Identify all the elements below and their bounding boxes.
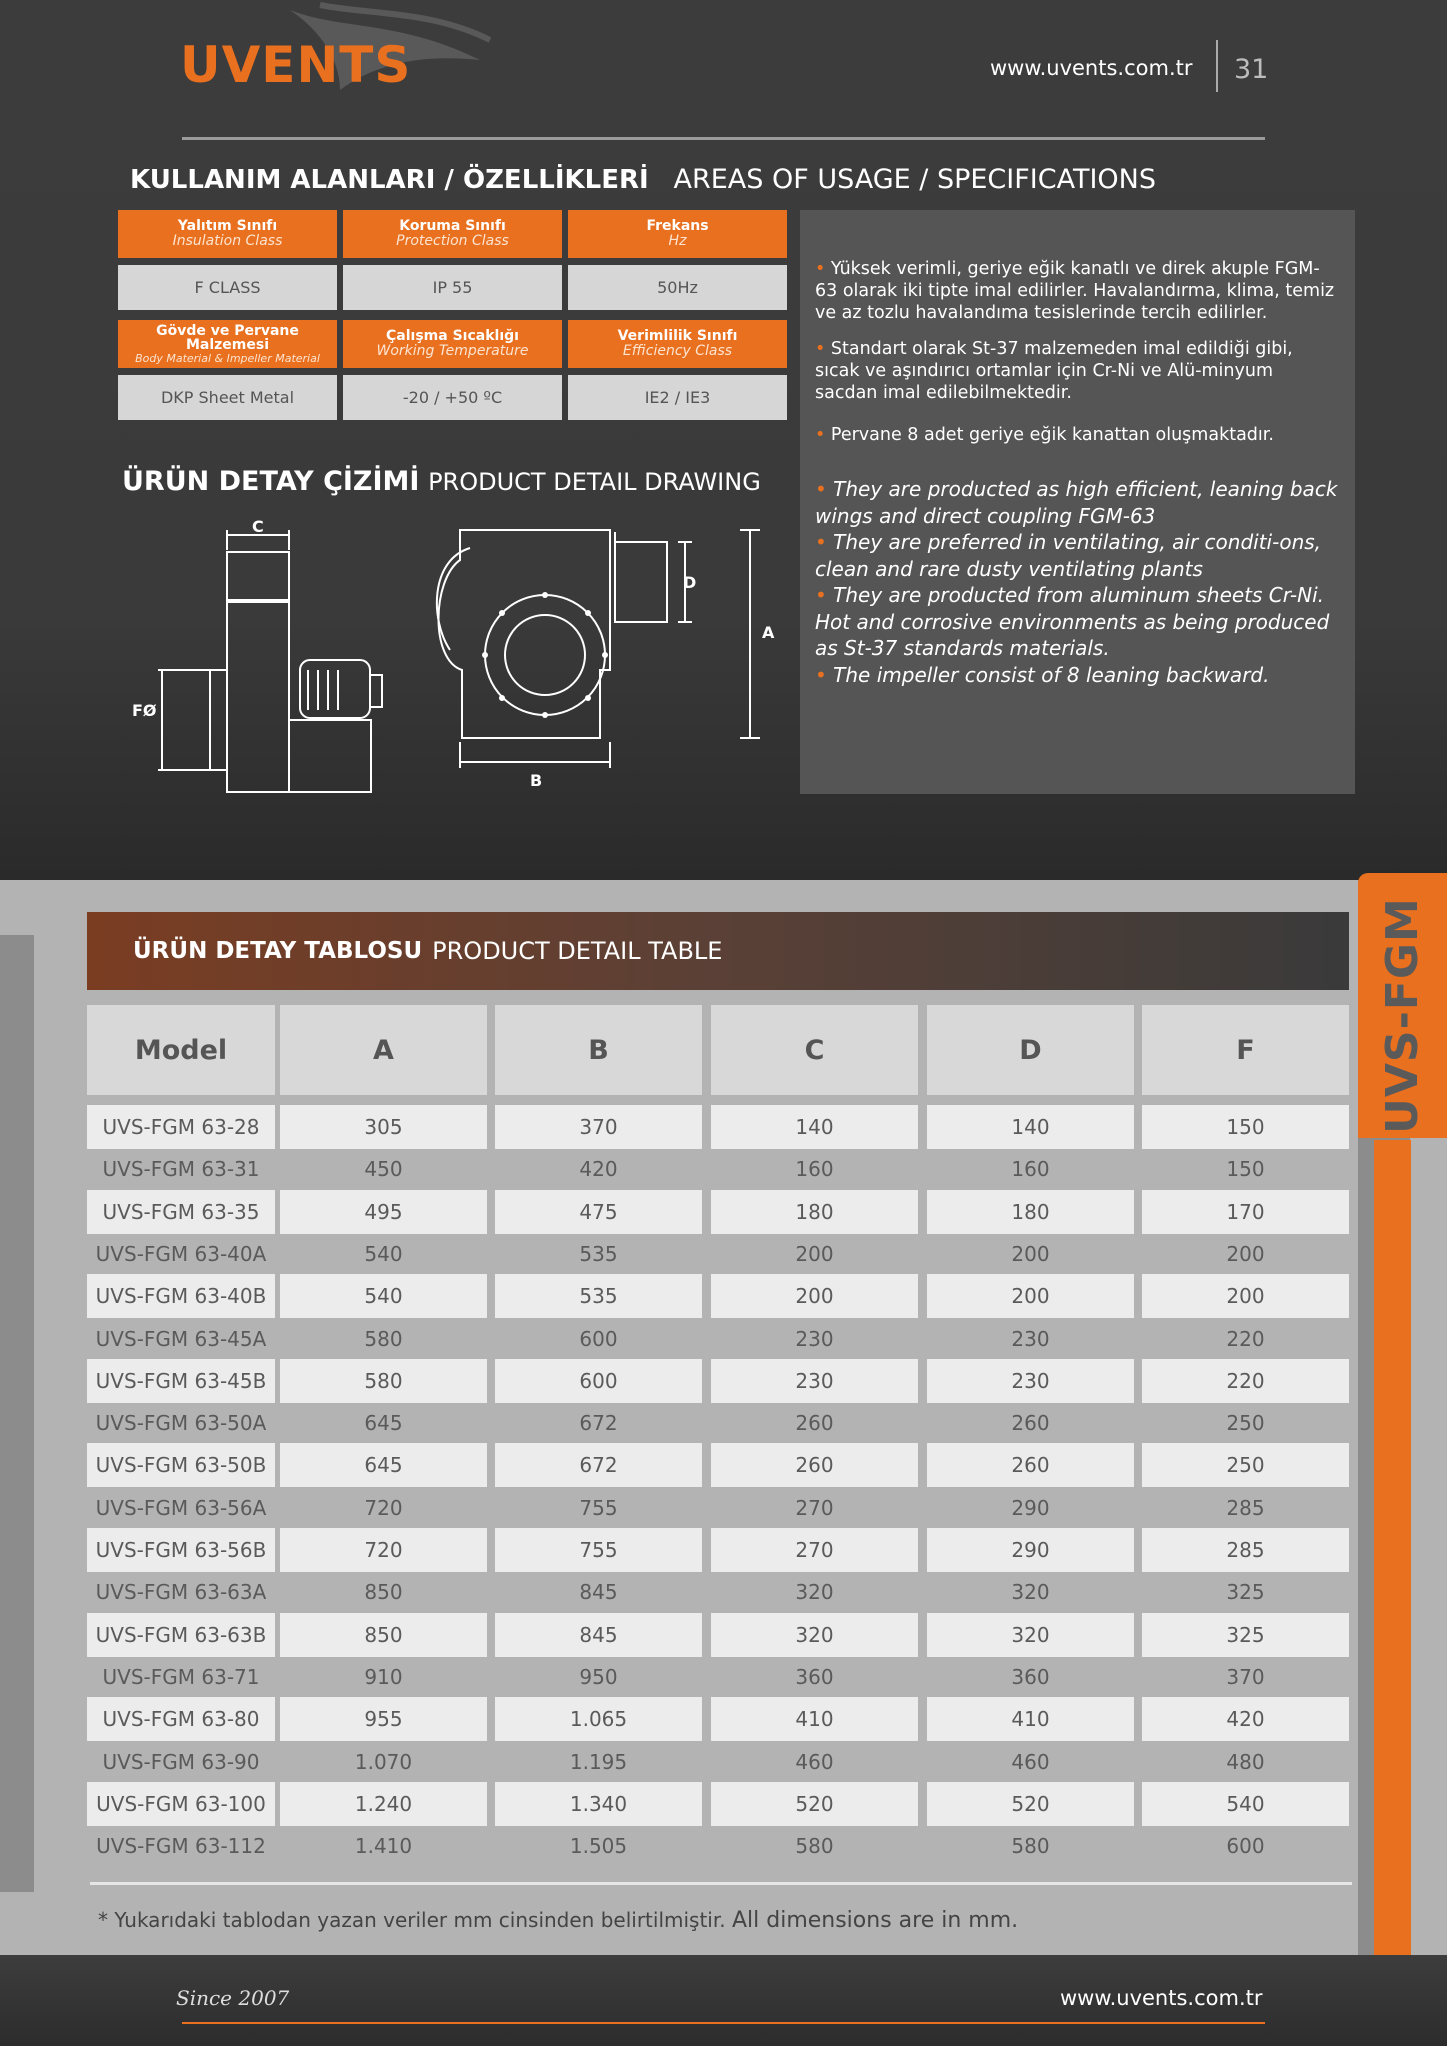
table-header-b: B — [495, 1005, 702, 1095]
side-flange-shape — [210, 670, 227, 770]
table-cell: 370 — [495, 1105, 702, 1149]
table-cell: 1.065 — [495, 1697, 702, 1741]
front-inlet-shape — [505, 615, 585, 695]
spec-value-temperature: -20 / +50 ºC — [343, 375, 562, 420]
table-cell: 420 — [1142, 1697, 1349, 1741]
table-cell: 200 — [1226, 1242, 1265, 1266]
table-cell: 600 — [1226, 1834, 1265, 1858]
spec-value-frequency: 50Hz — [568, 265, 787, 310]
table-cell: 410 — [927, 1697, 1134, 1741]
side-tab-label: UVS-FGM — [1377, 897, 1428, 1134]
table-cell: 540 — [1142, 1782, 1349, 1826]
table-banner — [87, 912, 1349, 990]
table-title-tr: ÜRÜN DETAY TABLOSU — [133, 938, 423, 964]
spec-head-material — [118, 320, 337, 368]
side-body-shape — [227, 602, 289, 792]
table-cell: 200 — [1142, 1274, 1349, 1318]
table-cell: 200 — [795, 1242, 834, 1266]
table-cell: 270 — [795, 1496, 834, 1520]
side-base-shape — [289, 720, 371, 792]
front-housing-shape — [439, 530, 611, 738]
spec-label-tr: Yalıtım Sınıfı — [177, 218, 278, 235]
table-cell: 260 — [927, 1443, 1134, 1487]
table-cell: 325 — [1226, 1580, 1265, 1604]
table-cell: 420 — [579, 1157, 618, 1181]
table-cell: 720 — [280, 1528, 487, 1572]
table-row-model: UVS-FGM 63-45A — [95, 1327, 267, 1351]
table-cell: 410 — [711, 1697, 918, 1741]
description-en-4: • The impeller consist of 8 leaning backward. — [815, 662, 1270, 687]
spec-label-en: Insulation Class — [172, 233, 283, 249]
table-header-f: F — [1142, 1005, 1349, 1095]
table-cell: 1.070 — [354, 1750, 413, 1774]
table-cell: 320 — [1011, 1580, 1050, 1604]
table-cell: 850 — [280, 1613, 487, 1657]
spec-label-en: Hz — [668, 233, 687, 249]
usage-title — [130, 164, 1156, 195]
table-cell: 290 — [927, 1528, 1134, 1572]
table-cell: 290 — [1011, 1496, 1050, 1520]
table-cell: 140 — [927, 1105, 1134, 1149]
table-cell: 150 — [1226, 1157, 1265, 1181]
table-cell: 520 — [927, 1782, 1134, 1826]
table-row-model: UVS-FGM 63-28 — [87, 1105, 275, 1149]
table-cell: 950 — [579, 1665, 618, 1689]
description-tr-3: • Pervane 8 adet geriye eğik kanattan oluşmaktadır. — [815, 425, 1274, 445]
spec-value-efficiency: IE2 / IE3 — [568, 375, 787, 420]
table-header-model: Model — [87, 1005, 275, 1095]
table-cell: 200 — [711, 1274, 918, 1318]
drawing-title-en: PRODUCT DETAIL DRAWING — [428, 468, 761, 496]
table-row-model: UVS-FGM 63-80 — [87, 1697, 275, 1741]
table-cell: 250 — [1226, 1411, 1265, 1435]
footer-since: Since 2007 — [176, 1986, 290, 2010]
right-orange-bar — [1374, 1140, 1411, 1958]
description-tr-2: • Standart olarak St-37 malzemeden imal edildiği gibi, sıcak ve aşındırıcı ortamlar için Cr-Ni ve Alü-minyum sacdan imal edilebilmektedir. — [815, 339, 1293, 403]
table-cell: 540 — [280, 1274, 487, 1318]
table-cell: 260 — [795, 1411, 834, 1435]
table-header-d: D — [927, 1005, 1134, 1095]
spec-head-frequency — [568, 210, 787, 258]
table-row-model: UVS-FGM 63-71 — [102, 1665, 260, 1689]
table-bottom-rule — [90, 1882, 1352, 1885]
label-a: A — [762, 623, 775, 642]
table-cell: 755 — [579, 1496, 618, 1520]
table-cell: 360 — [1011, 1665, 1050, 1689]
product-drawing — [130, 520, 790, 800]
header-url[interactable]: www.uvents.com.tr — [990, 56, 1193, 80]
left-side-strip — [0, 935, 34, 1892]
table-cell: 1.505 — [569, 1834, 628, 1858]
description-tr-1: • Yüksek verimli, geriye eğik kanatlı ve direk akuple FGM-63 olarak iki tipte imal edilirler. Havalandırma, klima, temiz ve az tozlu havalandıma tesislerinde tercih edilirler. — [815, 259, 1335, 323]
spec-head-insulation — [118, 210, 337, 258]
table-cell: 1.410 — [354, 1834, 413, 1858]
table-cell: 955 — [280, 1697, 487, 1741]
table-cell: 910 — [364, 1665, 403, 1689]
table-cell: 270 — [711, 1528, 918, 1572]
footer-rule — [182, 2022, 1265, 2024]
table-row-model: UVS-FGM 63-100 — [87, 1782, 275, 1826]
description-en — [815, 476, 1339, 688]
table-cell: 580 — [364, 1327, 403, 1351]
table-cell: 720 — [364, 1496, 403, 1520]
brand-logo: UVENTS — [180, 36, 412, 94]
table-row-model: UVS-FGM 63-35 — [87, 1190, 275, 1234]
table-cell: 285 — [1142, 1528, 1349, 1572]
table-cell: 285 — [1226, 1496, 1265, 1520]
spec-value-protection: IP 55 — [343, 265, 562, 310]
label-b: B — [530, 771, 543, 790]
table-cell: 320 — [927, 1613, 1134, 1657]
spec-head-efficiency — [568, 320, 787, 368]
table-row-model: UVS-FGM 63-90 — [102, 1750, 260, 1774]
label-c: C — [252, 520, 264, 536]
footer-url[interactable]: www.uvents.com.tr — [1060, 1986, 1263, 2010]
table-cell: 260 — [1011, 1411, 1050, 1435]
page-number: 31 — [1234, 54, 1269, 85]
spec-value-material: DKP Sheet Metal — [118, 375, 337, 420]
table-row-model: UVS-FGM 63-45B — [87, 1359, 275, 1403]
table-header-a: A — [280, 1005, 487, 1095]
table-cell: 480 — [1226, 1750, 1265, 1774]
table-cell: 180 — [711, 1190, 918, 1234]
table-cell: 850 — [364, 1580, 403, 1604]
table-cell: 1.340 — [495, 1782, 702, 1826]
table-row-model: UVS-FGM 63-56A — [95, 1496, 267, 1520]
spec-label-tr: Koruma Sınıfı — [399, 218, 506, 235]
table-cell: 260 — [711, 1443, 918, 1487]
table-cell: 370 — [1226, 1665, 1265, 1689]
table-cell: 200 — [927, 1274, 1134, 1318]
table-cell: 320 — [795, 1580, 834, 1604]
table-cell: 1.240 — [280, 1782, 487, 1826]
table-cell: 475 — [495, 1190, 702, 1234]
table-cell: 450 — [364, 1157, 403, 1181]
table-cell: 495 — [280, 1190, 487, 1234]
table-cell: 645 — [364, 1411, 403, 1435]
front-outlet-shape — [615, 542, 667, 622]
table-row-model: UVS-FGM 63-40A — [95, 1242, 267, 1266]
label-f: FØ — [132, 701, 157, 720]
table-row-model: UVS-FGM 63-40B — [87, 1274, 275, 1318]
description-en-2: • They are preferred in ventilating, air conditi-ons, clean and rare dusty ventilating plants — [815, 530, 1322, 581]
table-cell: 535 — [579, 1242, 618, 1266]
table-cell: 360 — [795, 1665, 834, 1689]
table-row-model: UVS-FGM 63-112 — [96, 1834, 266, 1858]
spec-label-en: Working Temperature — [376, 343, 529, 359]
table-cell: 600 — [579, 1327, 618, 1351]
table-cell: 230 — [795, 1327, 834, 1351]
table-cell: 230 — [1011, 1327, 1050, 1351]
drawing-title-tr: ÜRÜN DETAY ÇİZİMİ — [122, 466, 420, 497]
table-cell: 580 — [280, 1359, 487, 1403]
header-separator — [1216, 40, 1218, 92]
table-row-model: UVS-FGM 63-63A — [95, 1580, 267, 1604]
drawing-title — [122, 466, 761, 497]
spec-label-en: Protection Class — [396, 233, 509, 249]
table-cell: 325 — [1142, 1613, 1349, 1657]
table-cell: 580 — [795, 1834, 834, 1858]
spec-label-tr: Gövde ve Pervane Malzemesi — [156, 322, 299, 354]
spec-label-tr: Frekans — [646, 218, 709, 235]
spec-label-en: Efficiency Class — [622, 343, 733, 359]
table-row-model: UVS-FGM 63-63B — [87, 1613, 275, 1657]
table-cell: 535 — [495, 1274, 702, 1318]
note-tr: * Yukarıdaki tablodan yazan veriler mm cinsinden belirtilmiştir. — [98, 1908, 726, 1932]
table-cell: 140 — [711, 1105, 918, 1149]
table-title-en: PRODUCT DETAIL TABLE — [432, 937, 723, 965]
spec-label-en: Body Material & Impeller Material — [135, 351, 320, 365]
table-cell: 220 — [1142, 1359, 1349, 1403]
table-cell: 230 — [711, 1359, 918, 1403]
label-d: D — [683, 573, 697, 592]
usage-title-tr: KULLANIM ALANLARI / ÖZELLİKLERİ — [130, 165, 649, 195]
spec-label-tr: Verimlilik Sınıfı — [617, 328, 738, 345]
table-cell: 200 — [1011, 1242, 1050, 1266]
table-cell: 320 — [711, 1613, 918, 1657]
description-en-3: • They are producted from aluminum sheets Cr-Ni. Hot and corrosive environments as being produced as St-37 standards materials. — [815, 583, 1330, 660]
description-en-1: • They are producted as high efficient, leaning back wings and direct coupling FGM-63 — [815, 477, 1338, 528]
table-note — [98, 1908, 1018, 1933]
table-cell: 672 — [495, 1443, 702, 1487]
table-cell: 460 — [1011, 1750, 1050, 1774]
table-cell: 580 — [1011, 1834, 1050, 1858]
table-cell: 180 — [927, 1190, 1134, 1234]
table-cell: 160 — [1011, 1157, 1050, 1181]
table-cell: 220 — [1226, 1327, 1265, 1351]
table-cell: 460 — [795, 1750, 834, 1774]
table-row-model: UVS-FGM 63-31 — [102, 1157, 260, 1181]
table-cell: 540 — [364, 1242, 403, 1266]
table-row-model: UVS-FGM 63-56B — [87, 1528, 275, 1572]
spec-value-insulation: F CLASS — [118, 265, 337, 310]
note-en: All dimensions are in mm. — [731, 1908, 1019, 1933]
table-cell: 645 — [280, 1443, 487, 1487]
table-cell: 150 — [1142, 1105, 1349, 1149]
table-cell: 160 — [795, 1157, 834, 1181]
table-cell: 1.195 — [569, 1750, 628, 1774]
table-cell: 672 — [579, 1411, 618, 1435]
table-cell: 170 — [1142, 1190, 1349, 1234]
spec-label-tr: Çalışma Sıcaklığı — [386, 328, 519, 345]
table-cell: 845 — [495, 1613, 702, 1657]
table-cell: 600 — [495, 1359, 702, 1403]
table-cell: 305 — [280, 1105, 487, 1149]
table-row-model: UVS-FGM 63-50A — [95, 1411, 267, 1435]
table-row-model: UVS-FGM 63-50B — [87, 1443, 275, 1487]
side-inlet-shape — [227, 552, 289, 600]
table-cell: 755 — [495, 1528, 702, 1572]
table-cell: 520 — [711, 1782, 918, 1826]
table-header-c: C — [711, 1005, 918, 1095]
usage-title-en: AREAS OF USAGE / SPECIFICATIONS — [673, 164, 1157, 195]
table-cell: 230 — [927, 1359, 1134, 1403]
spec-head-temperature — [343, 320, 562, 368]
table-cell: 250 — [1142, 1443, 1349, 1487]
table-cell: 845 — [579, 1580, 618, 1604]
spec-head-protection — [343, 210, 562, 258]
description-box — [800, 210, 1355, 794]
motor-shape — [300, 660, 370, 718]
header-rule — [182, 137, 1265, 140]
